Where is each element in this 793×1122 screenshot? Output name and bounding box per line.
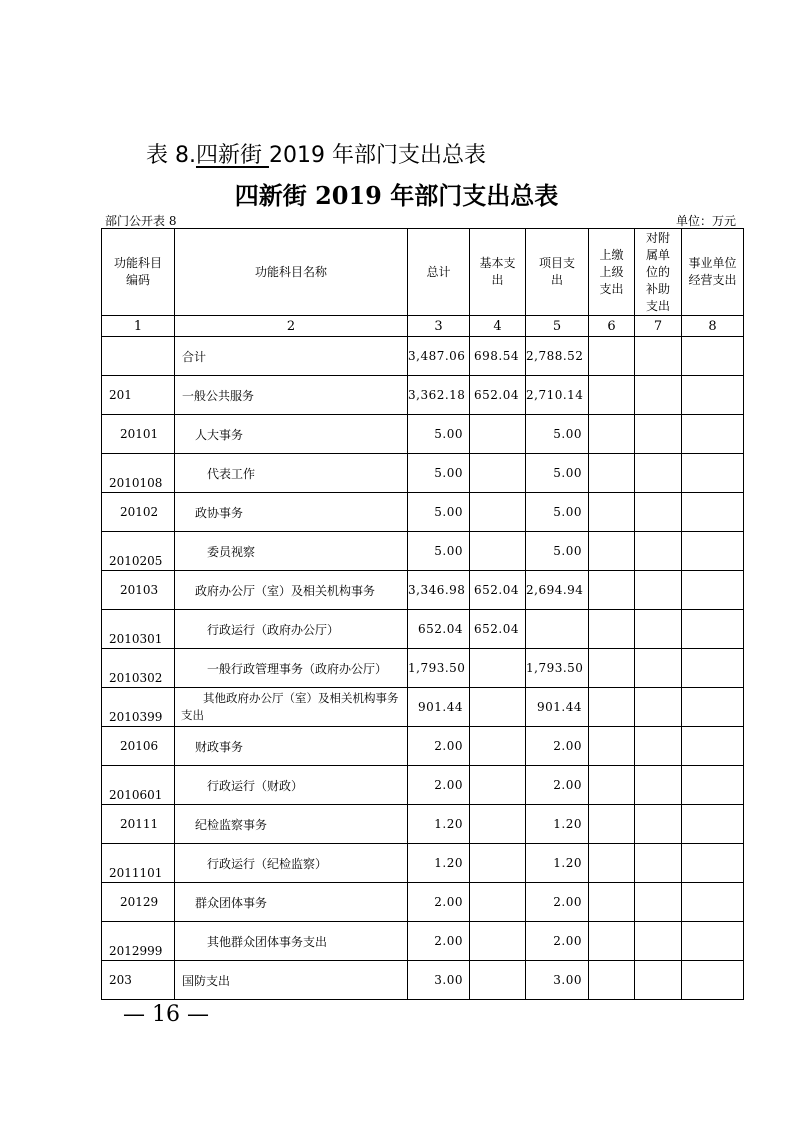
function-code-cell (102, 766, 175, 805)
function-code-cell (102, 688, 175, 727)
function-code: 203 (109, 973, 132, 987)
column-index-row (102, 316, 744, 337)
column-index: 4 (470, 316, 526, 337)
function-code-cell (102, 649, 175, 688)
function-name: 政府办公厅（室）及相关机构事务 (195, 583, 376, 598)
total-cell: 5.00 (408, 493, 470, 532)
table-row (102, 493, 744, 532)
business-operation-cell (682, 649, 744, 688)
expense-table (101, 228, 744, 1000)
upper-remit-cell (589, 610, 635, 649)
project-expense-cell: 901.44 (526, 688, 589, 727)
project-expense-cell: 2.00 (526, 883, 589, 922)
basic-expense-cell (470, 532, 526, 571)
function-name-cell (175, 610, 408, 649)
table-row (102, 922, 744, 961)
table-row (102, 376, 744, 415)
business-operation-cell (682, 766, 744, 805)
subsidiary-subsidy-cell (635, 922, 682, 961)
total-cell: 3.00 (408, 961, 470, 1000)
table-row (102, 532, 744, 571)
function-name: 其他政府办公厅（室）及相关机构事务支出 (181, 691, 399, 722)
function-name-cell (175, 727, 408, 766)
column-index: 1 (102, 316, 175, 337)
upper-remit-cell (589, 376, 635, 415)
column-header: 功能科目编码 (102, 229, 175, 316)
function-code: 20111 (120, 817, 159, 831)
function-name-cell (175, 688, 408, 727)
function-code: 2010205 (109, 554, 163, 568)
function-code-cell (102, 493, 175, 532)
basic-expense-cell (470, 493, 526, 532)
business-operation-cell (682, 493, 744, 532)
upper-remit-cell (589, 688, 635, 727)
function-code: 2012999 (109, 944, 163, 958)
upper-remit-cell (589, 532, 635, 571)
subsidiary-subsidy-cell (635, 415, 682, 454)
column-header: 对附属单位的补助支出 (635, 229, 682, 316)
subsidiary-subsidy-cell (635, 961, 682, 1000)
project-expense-cell (526, 610, 589, 649)
basic-expense-cell (470, 454, 526, 493)
project-expense-cell: 2,694.94 (526, 571, 589, 610)
column-header-row (102, 229, 744, 316)
project-expense-cell: 2.00 (526, 766, 589, 805)
business-operation-cell (682, 532, 744, 571)
total-cell: 1.20 (408, 844, 470, 883)
column-header: 项目支出 (526, 229, 589, 316)
project-expense-cell: 5.00 (526, 454, 589, 493)
function-name: 纪检监察事务 (195, 817, 268, 832)
function-name-cell (175, 571, 408, 610)
table-title: 四新街 2019 年部门支出总表 (234, 181, 559, 210)
project-expense-cell: 2.00 (526, 922, 589, 961)
table-row (102, 844, 744, 883)
function-code-cell (102, 922, 175, 961)
subsidiary-subsidy-cell (635, 727, 682, 766)
project-expense-cell: 2.00 (526, 727, 589, 766)
function-name: 行政运行（纪检监察） (207, 856, 328, 871)
function-name-cell (175, 454, 408, 493)
basic-expense-cell: 652.04 (470, 376, 526, 415)
upper-remit-cell (589, 961, 635, 1000)
subsidiary-subsidy-cell (635, 805, 682, 844)
business-operation-cell (682, 610, 744, 649)
project-expense-cell: 1.20 (526, 844, 589, 883)
business-operation-cell (682, 337, 744, 376)
upper-remit-cell (589, 415, 635, 454)
function-name-cell (175, 766, 408, 805)
column-header: 上缴上级支出 (589, 229, 635, 316)
function-name: 政协事务 (195, 505, 244, 520)
business-operation-cell (682, 961, 744, 1000)
function-code: 20103 (120, 583, 159, 597)
upper-remit-cell (589, 337, 635, 376)
table-row (102, 610, 744, 649)
table-row (102, 649, 744, 688)
function-code-cell (102, 454, 175, 493)
function-code-cell (102, 415, 175, 454)
basic-expense-cell (470, 805, 526, 844)
function-code: 20106 (120, 739, 159, 753)
business-operation-cell (682, 844, 744, 883)
column-index: 2 (175, 316, 408, 337)
table-row (102, 805, 744, 844)
project-expense-cell: 1,793.50 (526, 649, 589, 688)
basic-expense-cell (470, 883, 526, 922)
function-code: 20129 (120, 895, 159, 909)
column-index: 7 (635, 316, 682, 337)
business-operation-cell (682, 571, 744, 610)
basic-expense-cell (470, 688, 526, 727)
function-name: 群众团体事务 (195, 895, 268, 910)
function-code-cell (102, 610, 175, 649)
total-cell: 3,346.98 (408, 571, 470, 610)
function-code-cell (102, 883, 175, 922)
subsidiary-subsidy-cell (635, 337, 682, 376)
subsidiary-subsidy-cell (635, 532, 682, 571)
upper-remit-cell (589, 649, 635, 688)
function-code: 20101 (120, 427, 159, 441)
business-operation-cell (682, 688, 744, 727)
upper-remit-cell (589, 766, 635, 805)
function-name-cell (175, 961, 408, 1000)
function-name: 国防支出 (182, 973, 231, 988)
basic-expense-cell: 652.04 (470, 571, 526, 610)
function-code: 2010302 (109, 671, 163, 685)
project-expense-cell: 5.00 (526, 493, 589, 532)
project-expense-cell: 2,788.52 (526, 337, 589, 376)
total-cell: 1.20 (408, 805, 470, 844)
business-operation-cell (682, 922, 744, 961)
function-name-cell (175, 415, 408, 454)
function-code-cell (102, 337, 175, 376)
function-name-cell (175, 649, 408, 688)
table-row (102, 883, 744, 922)
total-cell: 2.00 (408, 766, 470, 805)
function-code: 201 (109, 388, 132, 402)
function-name-cell (175, 337, 408, 376)
total-cell: 2.00 (408, 727, 470, 766)
upper-remit-cell (589, 883, 635, 922)
column-header: 事业单位经营支出 (682, 229, 744, 316)
upper-remit-cell (589, 493, 635, 532)
total-cell: 5.00 (408, 532, 470, 571)
upper-remit-cell (589, 844, 635, 883)
total-cell: 3,487.06 (408, 337, 470, 376)
subsidiary-subsidy-cell (635, 571, 682, 610)
column-index: 8 (682, 316, 744, 337)
table-row (102, 571, 744, 610)
table-row (102, 337, 744, 376)
function-code: 2010301 (109, 632, 163, 646)
function-name: 财政事务 (195, 739, 244, 754)
function-name: 行政运行（财政） (207, 778, 304, 793)
heading-suffix: 2019 年部门支出总表 (268, 143, 486, 168)
project-expense-cell: 1.20 (526, 805, 589, 844)
upper-remit-cell (589, 922, 635, 961)
subsidiary-subsidy-cell (635, 688, 682, 727)
total-cell: 2.00 (408, 883, 470, 922)
basic-expense-cell: 652.04 (470, 610, 526, 649)
table-row (102, 961, 744, 1000)
function-name: 代表工作 (207, 466, 256, 481)
column-index: 3 (408, 316, 470, 337)
subsidiary-subsidy-cell (635, 649, 682, 688)
unit-label: 单位：万元 (675, 214, 736, 228)
subsidiary-subsidy-cell (635, 493, 682, 532)
subsidiary-subsidy-cell (635, 610, 682, 649)
subsidiary-subsidy-cell (635, 883, 682, 922)
function-code-cell (102, 727, 175, 766)
function-code-cell (102, 571, 175, 610)
table-row (102, 727, 744, 766)
total-cell: 901.44 (408, 688, 470, 727)
subsidiary-subsidy-cell (635, 376, 682, 415)
subsidiary-subsidy-cell (635, 844, 682, 883)
total-cell: 1,793.50 (408, 649, 470, 688)
basic-expense-cell (470, 415, 526, 454)
page-number: — 16 — (123, 1002, 209, 1027)
function-name-cell (175, 805, 408, 844)
subsidiary-subsidy-cell (635, 454, 682, 493)
function-name: 行政运行（政府办公厅） (207, 622, 340, 637)
business-operation-cell (682, 805, 744, 844)
function-code-cell (102, 532, 175, 571)
function-name: 合计 (182, 349, 207, 364)
function-code: 20102 (120, 505, 159, 519)
column-header: 总计 (408, 229, 470, 316)
function-name-cell (175, 532, 408, 571)
column-header: 功能科目名称 (175, 229, 408, 316)
function-name: 委员视察 (207, 544, 256, 559)
subsidiary-subsidy-cell (635, 766, 682, 805)
function-code: 2010601 (109, 788, 163, 802)
total-cell: 652.04 (408, 610, 470, 649)
total-cell: 5.00 (408, 454, 470, 493)
heading-unit-name: 四新街 (195, 143, 269, 168)
function-code: 2010399 (109, 710, 163, 724)
function-name: 人大事务 (195, 427, 244, 442)
function-code-cell (102, 805, 175, 844)
upper-remit-cell (589, 454, 635, 493)
column-index: 6 (589, 316, 635, 337)
function-name-cell (175, 493, 408, 532)
total-cell: 3,362.18 (408, 376, 470, 415)
table-number-label: 部门公开表 8 (105, 214, 177, 228)
basic-expense-cell (470, 727, 526, 766)
column-header: 基本支出 (470, 229, 526, 316)
function-name-cell (175, 922, 408, 961)
function-code: 2010108 (109, 476, 163, 490)
table-row (102, 766, 744, 805)
business-operation-cell (682, 376, 744, 415)
total-cell: 5.00 (408, 415, 470, 454)
project-expense-cell: 5.00 (526, 415, 589, 454)
table-row (102, 415, 744, 454)
function-code-cell (102, 376, 175, 415)
column-index: 5 (526, 316, 589, 337)
upper-remit-cell (589, 805, 635, 844)
business-operation-cell (682, 883, 744, 922)
business-operation-cell (682, 415, 744, 454)
heading-prefix: 表 8. (146, 143, 196, 168)
project-expense-cell: 3.00 (526, 961, 589, 1000)
basic-expense-cell (470, 766, 526, 805)
basic-expense-cell (470, 649, 526, 688)
project-expense-cell: 2,710.14 (526, 376, 589, 415)
function-name-cell (175, 883, 408, 922)
basic-expense-cell: 698.54 (470, 337, 526, 376)
function-name: 一般行政管理事务（政府办公厅） (207, 661, 388, 676)
upper-remit-cell (589, 727, 635, 766)
function-name-cell (175, 376, 408, 415)
basic-expense-cell (470, 961, 526, 1000)
business-operation-cell (682, 454, 744, 493)
function-code: 2011101 (109, 866, 163, 880)
basic-expense-cell (470, 922, 526, 961)
upper-remit-cell (589, 571, 635, 610)
function-name: 一般公共服务 (182, 388, 255, 403)
table-row (102, 454, 744, 493)
function-code-cell (102, 844, 175, 883)
document-heading (146, 138, 486, 169)
table-row (102, 688, 744, 727)
total-cell: 2.00 (408, 922, 470, 961)
project-expense-cell: 5.00 (526, 532, 589, 571)
business-operation-cell (682, 727, 744, 766)
function-name: 其他群众团体事务支出 (207, 934, 328, 949)
basic-expense-cell (470, 844, 526, 883)
function-code-cell (102, 961, 175, 1000)
function-name-cell (175, 844, 408, 883)
